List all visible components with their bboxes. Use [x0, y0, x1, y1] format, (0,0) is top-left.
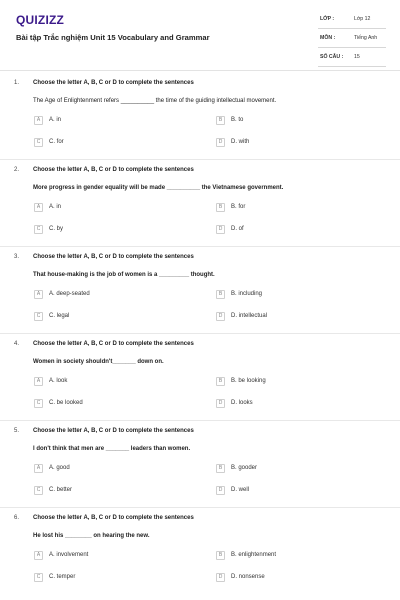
meta-value: Lớp 12	[354, 16, 371, 22]
meta-label: SỐ CÂU :	[320, 54, 344, 60]
question-divider	[0, 333, 400, 334]
option-text: C. temper	[49, 574, 76, 580]
question-1	[0, 80, 400, 160]
option-letter: B	[218, 378, 223, 384]
option-text: D. intellectual	[231, 313, 268, 319]
question-number: 4.	[14, 341, 20, 347]
option-text: B. enlightenment	[231, 552, 277, 558]
question-3	[0, 254, 400, 334]
question-stem: More progress in gender equality will be made __________ the Vietnamese government.	[33, 185, 284, 191]
option-text: D. nonsense	[231, 574, 265, 580]
question-number: 1.	[14, 80, 20, 86]
option-letter: C	[36, 574, 41, 580]
option-text: D. looks	[231, 400, 253, 406]
worksheet-header	[0, 0, 400, 64]
meta-value: Tiếng Anh	[354, 35, 378, 41]
question-instruction: Choose the letter A, B, C or D to complete the sentences	[33, 428, 194, 434]
option-letter: D	[218, 313, 223, 319]
question-stem: He lost his ________ on hearing the new.	[33, 533, 150, 539]
question-stem: I don't think that men are _______ leaders than women.	[33, 446, 191, 452]
option-letter: C	[36, 139, 41, 145]
option-text: B. be looking	[231, 378, 266, 384]
question-2	[0, 167, 400, 247]
question-instruction: Choose the letter A, B, C or D to complete the sentences	[33, 341, 194, 347]
option-text: D. of	[231, 226, 244, 232]
option-letter: C	[36, 487, 41, 493]
question-number: 2.	[14, 167, 20, 173]
option-text: A. involvement	[49, 552, 89, 558]
option-text: C. by	[49, 226, 64, 232]
option-letter: A	[36, 378, 41, 384]
option-text: A. deep-seated	[49, 291, 90, 297]
option-letter: B	[218, 552, 223, 558]
question-divider	[0, 246, 400, 247]
option-text: C. legal	[49, 313, 70, 319]
question-5	[0, 428, 400, 508]
question-4	[0, 341, 400, 421]
option-letter: B	[218, 465, 223, 471]
question-stem: The Age of Enlightenment refers __________ the time of the guiding intellectual movement.	[33, 98, 277, 104]
option-letter: A	[36, 291, 41, 297]
option-letter: C	[36, 400, 41, 406]
question-divider	[0, 159, 400, 160]
option-text: B. gooder	[231, 465, 258, 471]
question-stem: That house-making is the job of women is a _________ thought.	[33, 272, 215, 278]
option-letter: C	[36, 226, 41, 232]
option-letter: D	[218, 487, 223, 493]
option-text: C. better	[49, 487, 73, 493]
option-letter: B	[218, 117, 223, 123]
option-text: B. for	[231, 204, 246, 210]
question-instruction: Choose the letter A, B, C or D to complete the sentences	[33, 254, 194, 260]
option-text: A. good	[49, 465, 70, 471]
option-letter: A	[36, 204, 41, 210]
meta-label: LỚP :	[320, 16, 335, 22]
question-instruction: Choose the letter A, B, C or D to complete the sentences	[33, 80, 194, 86]
option-text: D. well	[231, 487, 250, 493]
option-letter: D	[218, 574, 223, 580]
worksheet-title: Bài tập Trắc nghiệm Unit 15 Vocabulary and Grammar	[16, 33, 210, 42]
question-divider	[0, 420, 400, 421]
option-text: A. look	[49, 378, 68, 384]
option-letter: A	[36, 552, 41, 558]
option-text: C. for	[49, 139, 64, 145]
quizizz-logo: QUIZIZZ	[16, 13, 65, 27]
option-text: A. in	[49, 117, 62, 123]
option-letter: B	[218, 291, 223, 297]
option-letter: D	[218, 400, 223, 406]
question-divider	[0, 507, 400, 508]
option-letter: A	[36, 465, 41, 471]
meta-label: MÔN :	[320, 35, 336, 41]
meta-table	[318, 10, 386, 67]
option-letter: C	[36, 313, 41, 319]
option-text: A. in	[49, 204, 62, 210]
meta-value: 15	[354, 54, 360, 60]
meta-row-grade	[318, 10, 386, 29]
option-text: D. with	[231, 139, 250, 145]
question-6	[0, 515, 400, 595]
question-number: 6.	[14, 515, 20, 521]
option-letter: B	[218, 204, 223, 210]
header-divider	[0, 70, 400, 71]
question-instruction: Choose the letter A, B, C or D to complete the sentences	[33, 167, 194, 173]
option-text: B. including	[231, 291, 263, 297]
question-number: 3.	[14, 254, 20, 260]
question-instruction: Choose the letter A, B, C or D to complete the sentences	[33, 515, 194, 521]
question-stem: Women in society shouldn't_______ down on.	[33, 359, 164, 365]
option-text: C. be looked	[49, 400, 83, 406]
meta-row-subject	[318, 29, 386, 48]
option-letter: D	[218, 139, 223, 145]
question-number: 5.	[14, 428, 20, 434]
option-letter: A	[36, 117, 41, 123]
option-text: B. to	[231, 117, 244, 123]
meta-row-count	[318, 48, 386, 67]
option-letter: D	[218, 226, 223, 232]
